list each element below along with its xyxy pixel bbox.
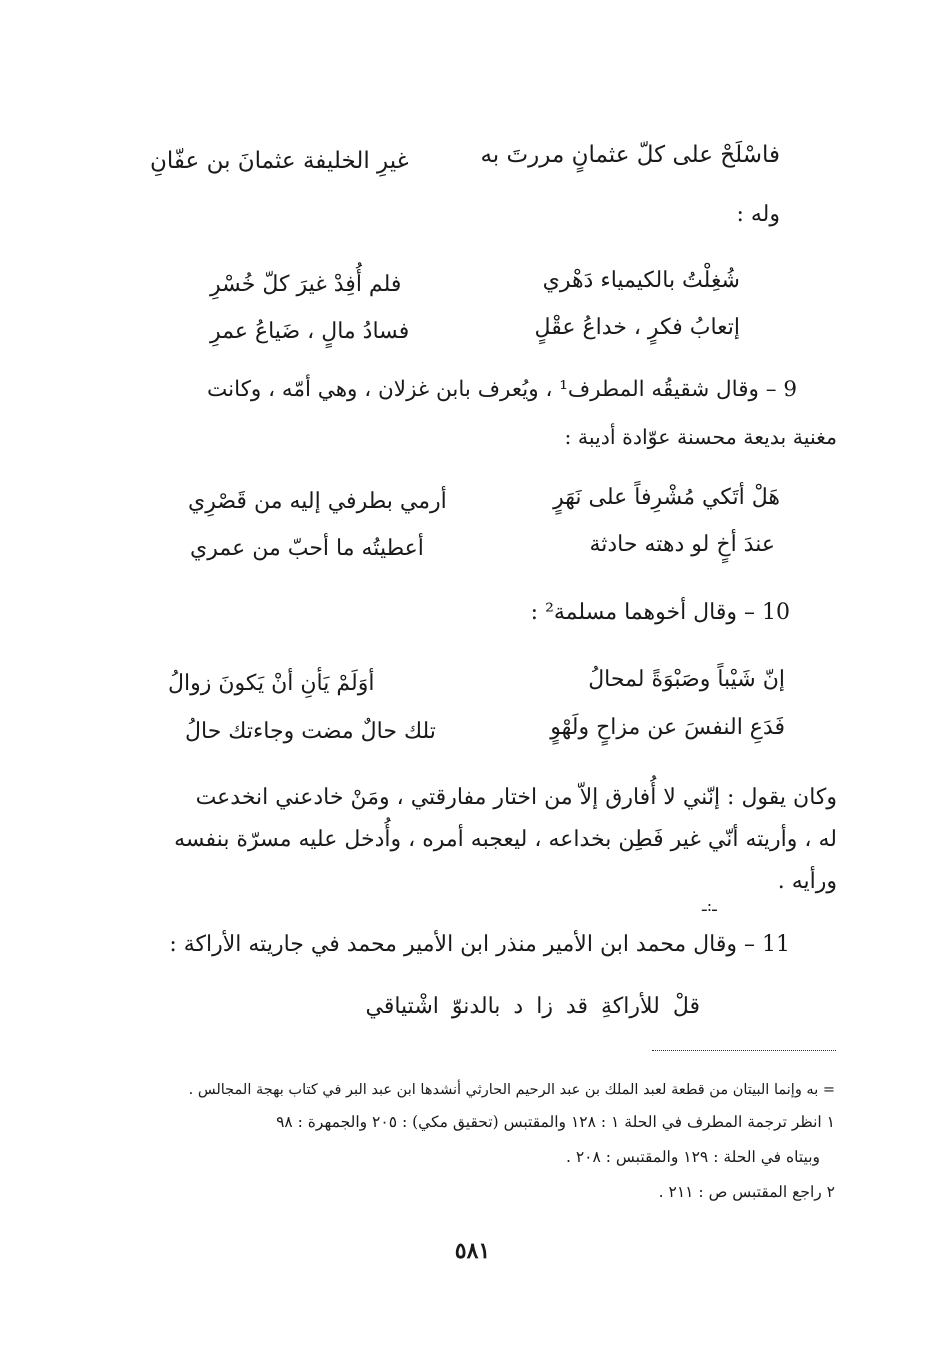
verse-hemistich: فسادُ مالٍ ، ضَياعُ عمرِ — [210, 319, 410, 344]
section-11-line: 11 – وقال محمد ابن الأمير منذر ابن الأمير محمد في جاريته الأراكة : — [169, 932, 790, 957]
verse-hemistich: أرمي بطرفي إليه من قَصْرِي — [188, 489, 447, 514]
section-10-line: 10 – وقال أخوهما مسلمة² : — [530, 600, 790, 625]
intro-line: وله : — [736, 202, 780, 227]
footnote-line: وبيتاه في الحلة : ١٢٩ والمقتبس : ٢٠٨ . — [566, 1148, 820, 1166]
footnote-divider — [652, 1050, 836, 1051]
ornament-mark: ـ:ـ — [702, 896, 717, 915]
verse-hemistich: إنّ شَيْباً وصَبْوَةً لمحالُ — [588, 667, 785, 692]
verse-hemistich: غيرِ الخليفة عثمانَ بن عفّانِ — [150, 148, 409, 174]
verse-hemistich: فَدَعِ النفسَ عن مزاحٍ ولَهْوٍ — [550, 715, 785, 740]
verse-hemistich: أوَلَمْ يَأنِ أنْ يَكونَ زوالُ — [168, 671, 375, 696]
section-9-line: مغنية بديعة محسنة عوّادة أديبة : — [564, 425, 837, 449]
verse-hemistich: تلك حالٌ مضت وجاءتك حالُ — [185, 719, 436, 744]
verse-hemistich: أعطيتُه ما أحبّ من عمري — [190, 536, 424, 561]
verse-hemistich: فاسْلَحْ على كلّ عثمانٍ مررتَ به — [480, 142, 780, 168]
verse-hemistich: فلم أُفِدْ غيرَ كلّ خُسْرِ — [210, 272, 402, 297]
verse-hemistich: قلْ للأراكةِ قد زا د بالدنوّ اشْتياقي — [365, 994, 700, 1019]
page-number: ٥٨١ — [454, 1238, 491, 1264]
verse-hemistich: هَلْ أتَكي مُشْرِفاً على نَهَرٍ — [553, 485, 780, 510]
prose-line: ورأيه . — [777, 869, 837, 894]
verse-hemistich: إتعابُ فكرٍ ، خداعُ عقْلٍ — [534, 315, 740, 340]
verse-hemistich: شُغِلْتُ بالكيمياء دَهْري — [542, 268, 740, 293]
footnote-line: = به وإنما البيتان من قطعة لعبد الملك بن عبد الرحيم الحارثي أنشدها ابن عبد البر في كتاب بهجة المجالس . — [188, 1082, 835, 1098]
section-9-line: 9 – وقال شقيقُه المطرف¹ ، ويُعرف بابن غزلان ، وهي أمّه ، وكانت — [207, 377, 797, 402]
verse-hemistich: عندَ أخٍ لو دهته حادثة — [589, 532, 775, 557]
footnote-line: ١ انظر ترجمة المطرف في الحلة ١ : ١٢٨ والمقتبس (تحقيق مكي) : ٢٠٥ والجمهرة : ٩٨ — [276, 1113, 835, 1131]
prose-line: له ، وأريته أنّي غير فَطِن بخداعه ، ليعجبه أمره ، وأُدخل عليه مسرّة بنفسه — [174, 827, 837, 852]
prose-line: وكان يقول : إنّني لا أُفارق إلاّ من اختار مفارقتي ، ومَنْ خادعني انخدعت — [195, 785, 837, 810]
footnote-line: ٢ راجع المقتبس ص : ٢١١ . — [658, 1183, 835, 1201]
